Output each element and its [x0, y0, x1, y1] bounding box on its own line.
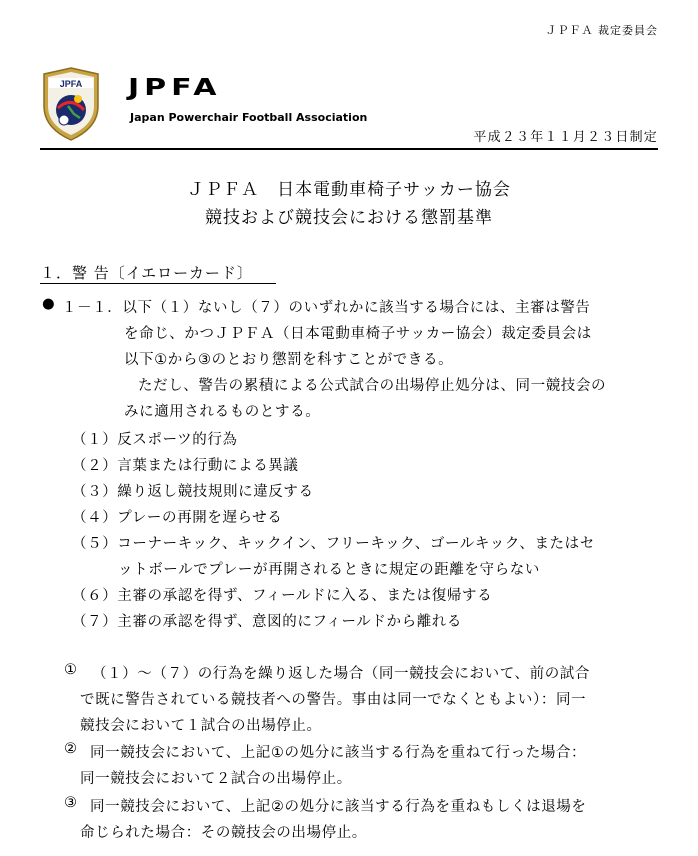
penalty-3-line-2: 命じられた場合：その競技会の出場停止。 [80, 825, 367, 841]
penalty-2-line-1: 同一競技会において、上記①の処分に該当する行為を重ねて行った場合： [90, 745, 587, 761]
list-item-5-continued: ットボールでプレーが再開されるときに規定の距離を守らない [118, 562, 540, 578]
document-title-line2: 競技および競技会における懲罰基準 [205, 208, 493, 228]
penalty-3-line-1: 同一競技会において、上記②の処分に該当する行為を重ねもしくは退場を [90, 799, 587, 815]
penalty-1-line-2: で既に警告されている競技者への警告。事由は同一でなくともよい）：同一 [80, 692, 587, 708]
clause-line-3: 以下①から③のとおり懲罰を科すことができる。 [124, 352, 454, 368]
penalty-1-line-3: 競技会において１試合の出場停止。 [80, 718, 322, 734]
penalty-2-mark: ② [64, 741, 78, 757]
document-title-line1: ＪＰＦＡ 日本電動車椅子サッカー協会 [187, 180, 511, 200]
jpfa-wordmark: JPFA [128, 74, 222, 102]
penalty-1-line-1: （１）～（７）の行為を繰り返した場合（同一競技会において、前の試合 [92, 666, 591, 682]
clause-line-1: １－１．以下（１）ないし（７）のいずれかに該当する場合には、主審は警告 [62, 300, 591, 316]
penalty-2-line-2: 同一競技会において２試合の出場停止。 [80, 771, 352, 787]
penalty-3-mark: ③ [64, 795, 78, 811]
section-heading-underline [40, 283, 276, 284]
clause-line-2: を命じ、かつＪＰＦＡ（日本電動車椅子サッカー協会）裁定委員会は [124, 326, 592, 342]
jpfa-emblem-logo [40, 66, 102, 142]
penalty-1-mark: ① [64, 662, 78, 678]
list-item-7: （７）主審の承認を得ず、意図的にフィールドから離れる [72, 614, 462, 630]
clause-line-5: みに適用されるものとする。 [124, 404, 321, 420]
committee-label: ＪＰＦＡ 裁定委員会 [545, 24, 658, 37]
header-divider [40, 148, 658, 150]
association-name: Japan Powerchair Football Association [130, 111, 368, 124]
emblem-text: JPFA [59, 79, 83, 89]
list-item-5: （５）コーナーキック、キックイン、フリーキック、ゴールキック、またはセ [72, 536, 595, 552]
list-item-3: （３）繰り返し競技規則に違反する [72, 484, 314, 500]
section-heading: １．警 告〔イエローカード〕 [40, 264, 253, 282]
clause-line-4: ただし、警告の累積による公式試合の出場停止処分は、同一競技会の [138, 378, 607, 394]
list-item-4: （４）プレーの再開を遅らせる [72, 510, 283, 526]
list-item-2: （２）言葉または行動による異議 [72, 458, 299, 474]
list-item-6: （６）主審の承認を得ず、フィールドに入る、または復帰する [72, 588, 493, 604]
enactment-date: 平成２３年１１月２３日制定 [473, 130, 658, 145]
clause-bullet: ● [42, 296, 56, 312]
list-item-1: （１）反スポーツ的行為 [72, 432, 238, 448]
